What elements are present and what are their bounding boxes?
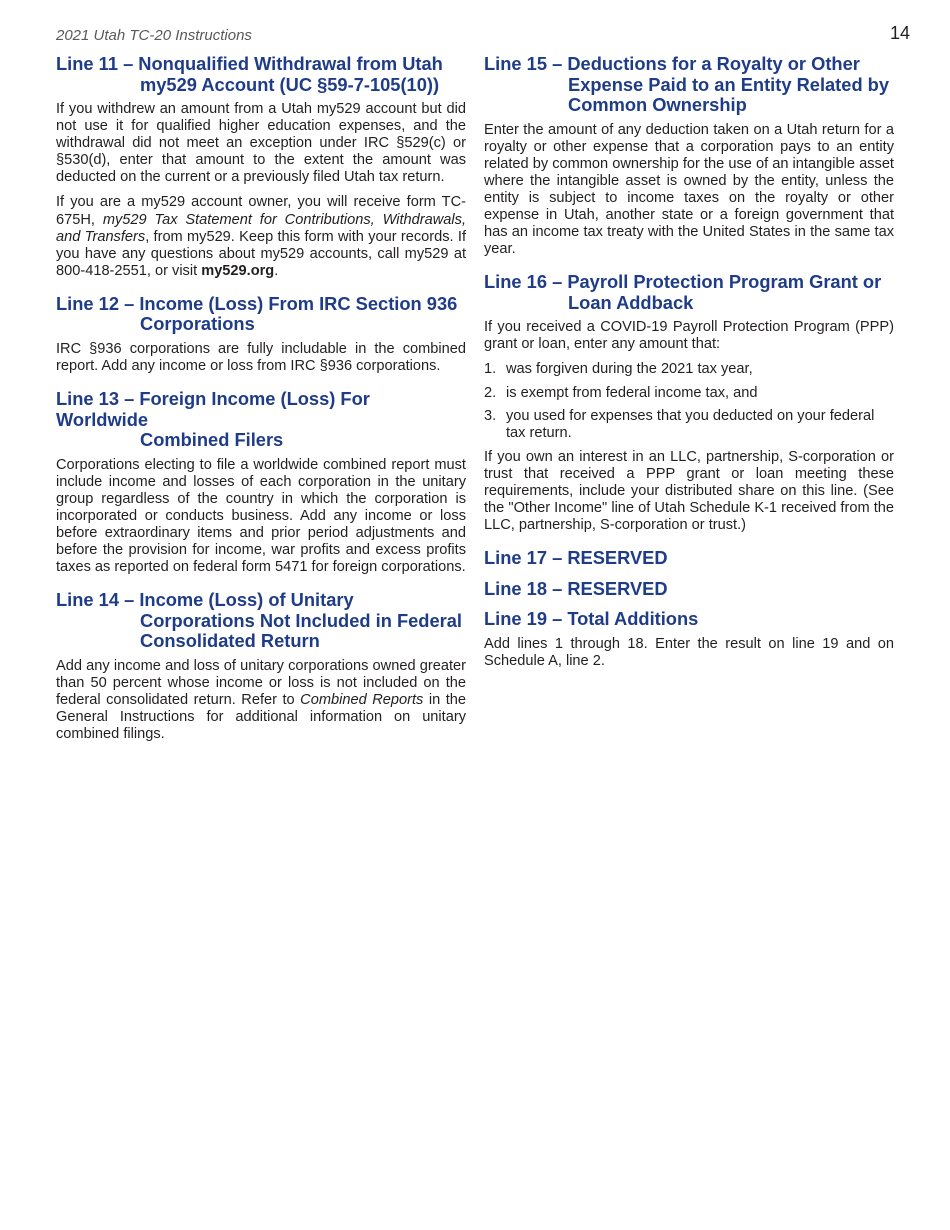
line-16-paragraph-2: If you own an interest in an LLC, partnership, S-corporation or trust that received a PPP grant or loan meeting these requirements, include your distributed share on this line. (See the "Other Income" line of Utah Schedule K-1 received from the LLC, partnership, S-corporation or trust.) [484, 448, 894, 534]
line-11-para2-text-a: If you are a my529 account owner, you will receive form TC-675H, [56, 194, 466, 228]
list-item-text: was forgiven during the 2021 tax year, [506, 361, 753, 378]
right-column [484, 54, 894, 678]
heading-line-16-part2: Loan Addback [568, 291, 694, 313]
heading-line-14-part1: Line 14 – Income (Loss) of Unitary [56, 589, 354, 611]
line-11-para2-end: . [274, 262, 279, 279]
line-14-para1-text-a: Add any income and loss of unitary corporations owned greater than 50 percent whose income or loss is not included on the federal consolidated return. Refer to [56, 657, 466, 708]
heading-line-11-part1: Line 11 – Nonqualified Withdrawal from Utah [56, 53, 443, 74]
page-number: 14 [889, 23, 910, 43]
heading-line-19: Line 19 – Total Additions [484, 608, 699, 630]
heading-line-12-part1: Line 12 – Income (Loss) From IRC Section 936 [56, 292, 458, 314]
heading-line-13 [56, 389, 466, 451]
line-14-combined-reports-ref: Combined Reports [300, 691, 424, 708]
heading-line-11-part2: my529 Account (UC §59-7-105(10)) [140, 73, 440, 95]
line-14-paragraph-1 [56, 658, 466, 743]
line-11-paragraph-1: If you withdrew an amount from a Utah my529 account but did not use it for qualified higher education expenses, and the withdrawal did not meet an exception under IRC §529(c) or §530(d), enter that amount to the extent the amount was deducted on the current or a previously filed Utah tax return. [56, 101, 466, 186]
heading-line-13-part1: Line 13 – Foreign Income (Loss) For Worldwide [56, 388, 370, 430]
heading-line-12-part2: Corporations [140, 313, 255, 335]
heading-line-13-part2: Combined Filers [140, 429, 284, 451]
section-line-13 [56, 389, 466, 576]
line-11-para2-text-b: , from my529. Keep this form with your records. If you have any questions about my529 accounts, call my529 at 800-418-2551, or visit [56, 228, 466, 279]
left-column [56, 54, 466, 751]
list-item-number: 3. [484, 407, 497, 424]
heading-line-15-part1: Line 15 – Deductions for a Royalty or Other [484, 53, 860, 74]
list-item [484, 408, 894, 442]
heading-line-15-part2: Expense Paid to an Entity Related by [568, 73, 890, 95]
list-item-number: 1. [484, 361, 497, 378]
heading-line-14-part2: Corporations Not Included in Federal [140, 609, 462, 631]
line-15-paragraph-1: Enter the amount of any deduction taken on a Utah return for a royalty or other expense that a corporation pays to an entity related by common ownership for the use of an intangible asset where the intangible asset is owned by the entity, unless the entity is subject to income taxes on the royalty or other expense in Utah, another state or a foreign government that has an income tax treaty with the United States in the same tax year. [484, 121, 894, 258]
heading-line-11 [56, 54, 466, 95]
section-line-11 [56, 54, 466, 280]
heading-line-16-part1: Line 16 – Payroll Protection Program Grant or [484, 271, 882, 293]
heading-line-12 [56, 294, 466, 335]
line-11-para2-form-title: my529 Tax Statement for Contributions, Withdrawals, and Transfers [56, 211, 466, 245]
section-line-12 [56, 294, 466, 375]
heading-line-16 [484, 272, 894, 313]
section-line-15 [484, 54, 894, 258]
list-item-number: 2. [484, 384, 497, 401]
heading-line-18: Line 18 – RESERVED [484, 577, 668, 599]
line-14-para1-text-b: in the General Instructions for additional information on unitary combined filings. [56, 691, 466, 743]
heading-line-14 [56, 590, 466, 652]
list-item [484, 385, 894, 402]
section-line-16 [484, 272, 894, 534]
section-line-19 [484, 609, 894, 670]
line-13-paragraph-1: Corporations electing to file a worldwide combined report must include income and losses of each corporation in the unitary group regardless of the country in which the corporation is incorporated or conducts business. Add any income or loss before extraordinary items and prior period adjustments and before the provision for income, war profits and excess profits taxes as reported on federal form 5471 for foreign corporations. [56, 456, 466, 576]
list-item-text: is exempt from federal income tax, and [506, 384, 758, 401]
running-head: 2021 Utah TC-20 Instructions [56, 27, 252, 44]
line-12-paragraph-1: IRC §936 corporations are fully includable in the combined report. Add any income or loss from IRC §936 corporations. [56, 340, 466, 375]
heading-line-15-part3: Common Ownership [568, 94, 747, 115]
line-19-paragraph-1: Add lines 1 through 18. Enter the result on line 19 and on Schedule A, line 2. [484, 635, 894, 669]
heading-line-15 [484, 54, 894, 116]
section-line-14 [56, 590, 466, 743]
line-16-requirements-list [484, 361, 894, 441]
list-item [484, 361, 894, 378]
line-11-paragraph-2 [56, 194, 466, 279]
heading-line-14-part3: Consolidated Return [140, 630, 320, 652]
list-item-text: you used for expenses that you deducted on your federal tax return. [506, 407, 875, 441]
my529-link-text: my529.org [201, 262, 275, 279]
heading-line-17: Line 17 – RESERVED [484, 547, 668, 569]
line-16-paragraph-1: If you received a COVID-19 Payroll Protection Program (PPP) grant or loan, enter any amount that: [484, 319, 894, 353]
